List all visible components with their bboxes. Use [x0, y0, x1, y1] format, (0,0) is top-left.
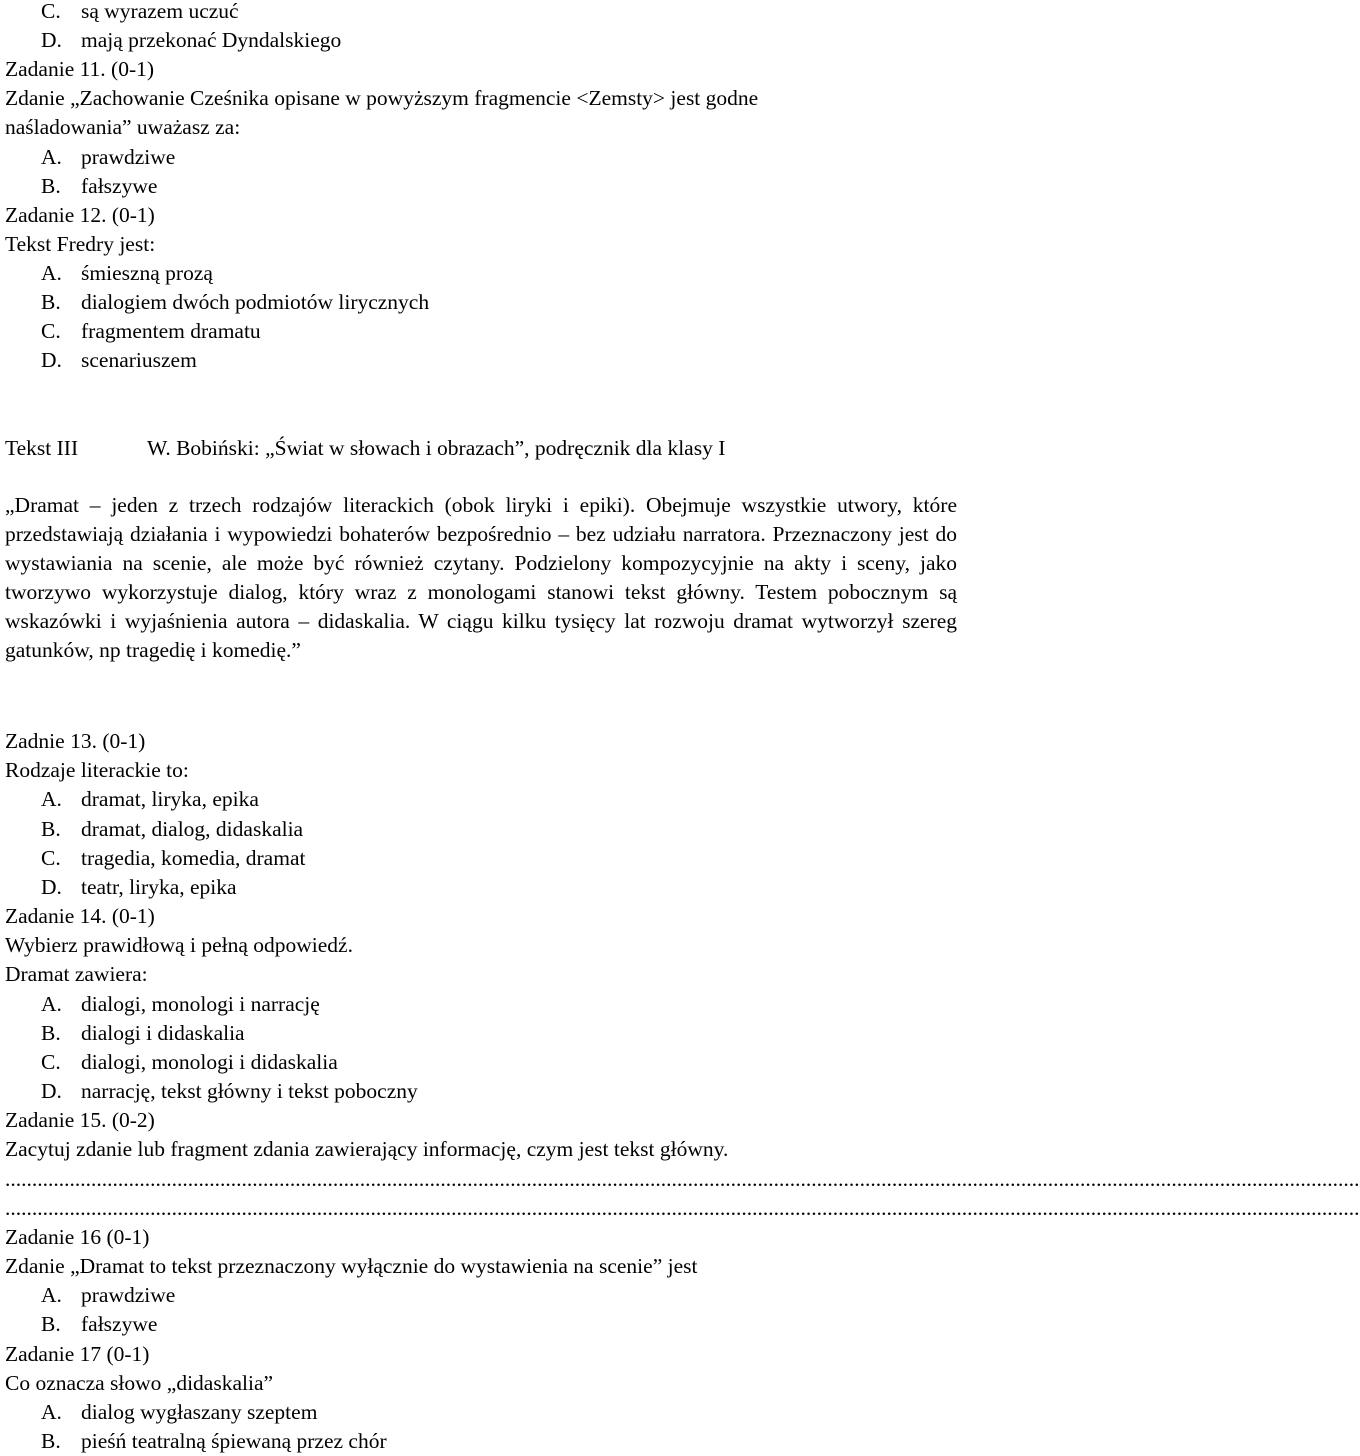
option-text: fragmentem dramatu — [81, 319, 261, 344]
option-text: dialogi, monologi i didaskalia — [81, 1049, 338, 1074]
answer-option — [41, 259, 213, 288]
answer-option — [41, 317, 261, 346]
option-letter: A. — [41, 787, 62, 812]
option-text: scenariuszem — [81, 348, 197, 373]
answer-option — [41, 990, 320, 1019]
answer-option — [41, 1398, 317, 1427]
option-text: są wyrazem uczuć — [81, 0, 239, 23]
option-letter: D. — [41, 28, 62, 53]
option-letter: B. — [41, 1429, 61, 1454]
option-letter: A. — [41, 991, 62, 1016]
option-letter: A. — [41, 1283, 62, 1308]
task-heading: Zadanie 16 (0-1) — [5, 1224, 150, 1249]
option-letter: B. — [41, 816, 61, 841]
option-text: dramat, liryka, epika — [81, 787, 259, 812]
answer-option — [41, 815, 303, 844]
option-text: dialogiem dwóch podmiotów lirycznych — [81, 290, 430, 314]
option-text: narrację, tekst główny i tekst poboczny — [81, 1079, 418, 1104]
option-letter: C. — [41, 845, 61, 870]
question-text: Tekst Fredry jest: — [5, 231, 156, 256]
option-letter: B. — [41, 1020, 61, 1045]
option-text: prawdziwe — [81, 1283, 176, 1308]
question-text: Dramat zawiera: — [5, 962, 148, 987]
option-letter: C. — [41, 319, 61, 344]
option-text: mają przekonać Dyndalskiego — [81, 28, 342, 53]
option-letter: D. — [41, 1079, 62, 1104]
source-label: Tekst III — [5, 436, 79, 460]
answer-option — [41, 143, 175, 172]
answer-option — [41, 1310, 157, 1339]
option-text: dialogi, monologi i narrację — [81, 991, 320, 1016]
task-heading: Zadanie 12. (0-1) — [5, 202, 155, 227]
option-text: fałszywe — [81, 173, 158, 198]
option-letter: A. — [41, 144, 62, 169]
question-text: Zacytuj zdanie lub fragment zdania zawierający informację, czym jest tekst główny. — [5, 1137, 729, 1162]
option-letter: C. — [41, 0, 61, 23]
option-letter: C. — [41, 1049, 61, 1074]
question-text: Co oznacza słowo „didaskalia” — [5, 1370, 274, 1395]
option-text: fałszywe — [81, 1312, 158, 1337]
answer-option — [41, 1281, 175, 1310]
answer-option — [41, 1019, 245, 1048]
answer-option — [41, 1427, 387, 1456]
question-text: naśladowania” uważasz za: — [5, 115, 241, 140]
option-text: teatr, liryka, epika — [81, 874, 237, 899]
task-heading: Zadanie 15. (0-2) — [5, 1108, 155, 1133]
answer-option — [41, 1077, 418, 1106]
option-letter: A. — [41, 1399, 62, 1424]
option-text: dramat, dialog, didaskalia — [81, 816, 304, 841]
option-text: dialogi i didaskalia — [81, 1020, 245, 1045]
answer-option — [41, 785, 259, 814]
passage-text: „Dramat – jeden z trzech rodzajów literackich (obok liryki i epiki). Obejmuje wszystkie utwory, które przedstawiają działania i wypowiedzi bohaterów bezpośrednio – bez udziału narratora. Przeznaczony jest do wystawiania na scenie, ale może być również czytany. Podzielony kompozycyjnie na akty i sceny, jako tworzywo wykorzystuje dialog, który wraz z monologami stanowi tekst główny. Testem pobocznym są wskazówki i wyjaśnienia autora – didaskalia. W ciągu kilku tysięcy lat rozwoju dramat wytworzył szereg gatunków, np tragedię i komedię.” — [5, 493, 957, 663]
answer-option — [41, 26, 341, 55]
answer-option — [41, 1048, 338, 1077]
answer-option — [41, 288, 429, 317]
answer-option — [41, 346, 197, 375]
source-citation: W. Bobiński: „Świat w słowach i obrazach”, podręcznik dla klasy I — [147, 436, 726, 460]
answer-option — [41, 0, 239, 26]
option-text: prawdziwe — [81, 144, 176, 169]
option-letter: D. — [41, 874, 62, 899]
option-letter: B. — [41, 1312, 61, 1337]
answer-option — [41, 844, 305, 873]
option-letter: D. — [41, 348, 62, 373]
option-letter: B. — [41, 290, 61, 314]
task-heading: Zadnie 13. (0-1) — [5, 729, 146, 753]
answer-option — [41, 873, 237, 902]
answer-line: ............................................................................................................................................................................................................................................................ — [5, 1166, 1360, 1191]
option-letter: B. — [41, 173, 61, 198]
task-heading: Zadanie 17 (0-1) — [5, 1341, 150, 1366]
option-text: dialog wygłaszany szeptem — [81, 1399, 318, 1424]
option-text: śmieszną prozą — [81, 260, 213, 285]
option-text: pieśń teatralną śpiewaną przez chór — [81, 1429, 387, 1454]
task-heading: Zadanie 11. (0-1) — [5, 57, 155, 82]
question-text: Rodzaje literackie to: — [5, 758, 189, 783]
question-text: Zdanie „Zachowanie Cześnika opisane w powyższym fragmencie <Zemsty> jest godne — [5, 86, 759, 111]
answer-line: ............................................................................................................................................................................................................................................................ — [5, 1195, 1360, 1220]
question-text: Zdanie „Dramat to tekst przeznaczony wyłącznie do wystawienia na scenie” jest — [5, 1254, 698, 1279]
answer-option — [41, 172, 157, 201]
task-heading: Zadanie 14. (0-1) — [5, 904, 155, 929]
option-text: tragedia, komedia, dramat — [81, 845, 306, 870]
option-letter: A. — [41, 260, 62, 285]
question-text: Wybierz prawidłową i pełną odpowiedź. — [5, 933, 353, 958]
